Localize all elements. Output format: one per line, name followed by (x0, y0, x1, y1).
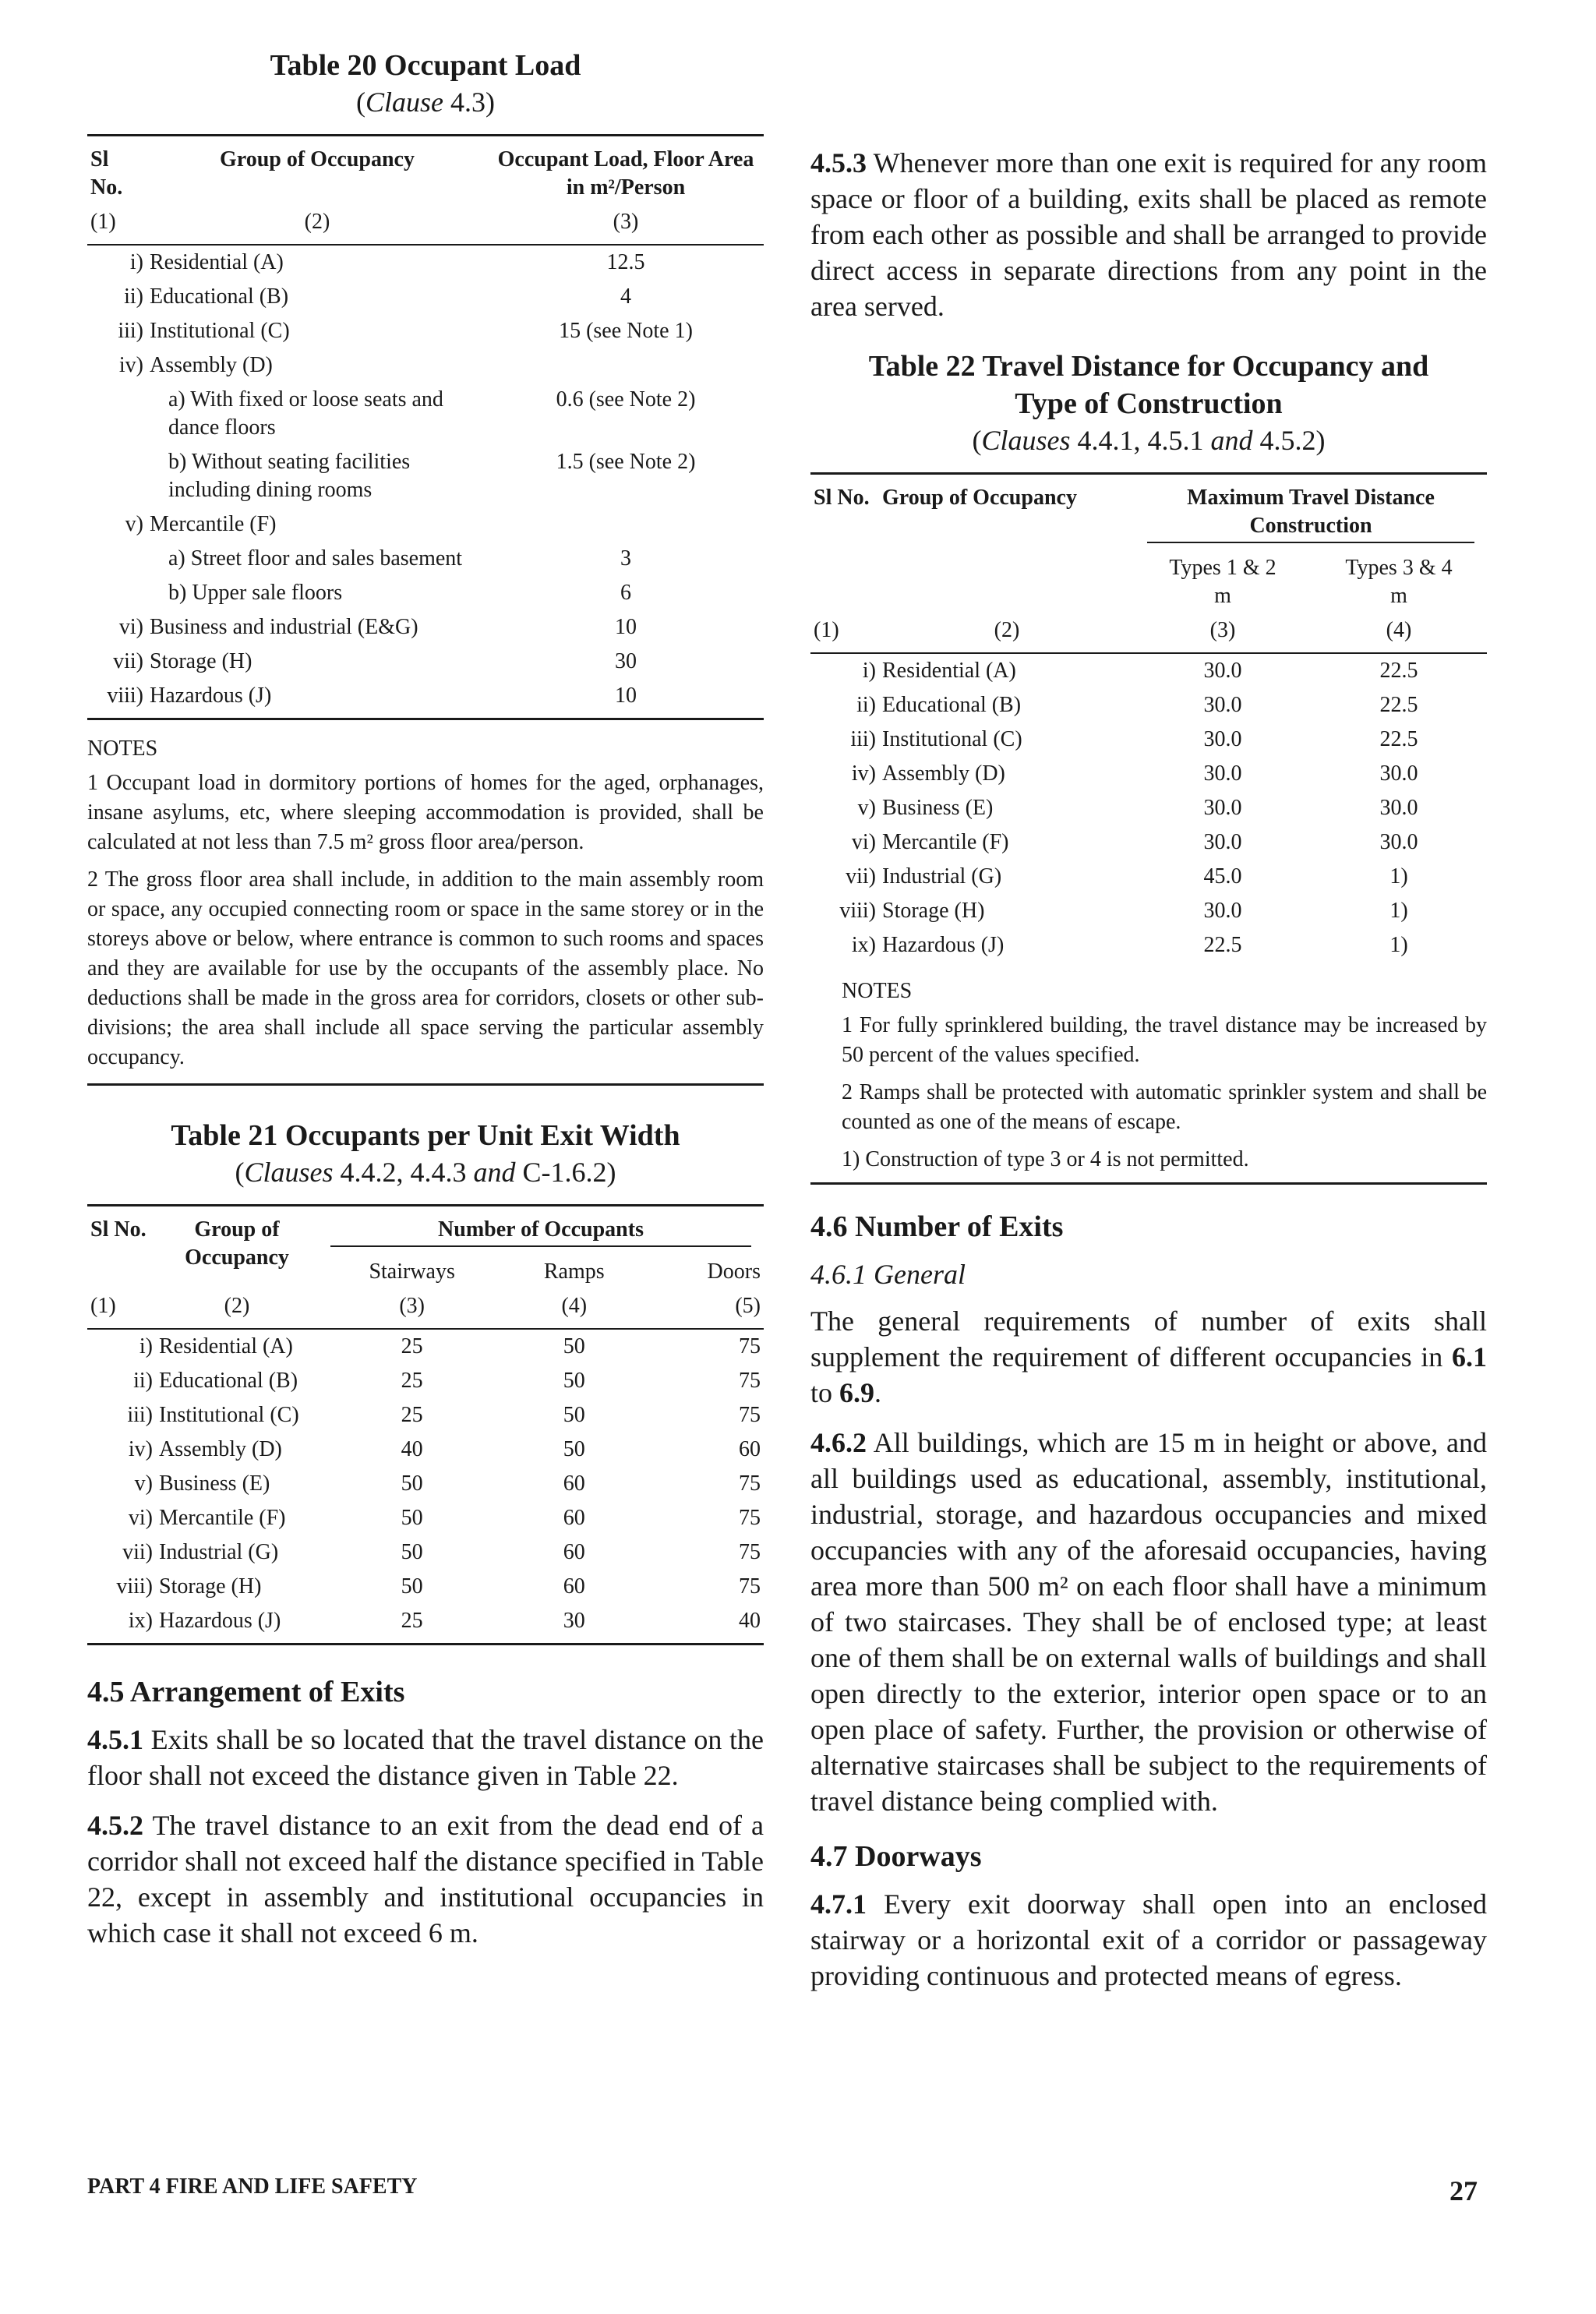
para-471 (810, 1886, 1487, 1994)
table20-body (87, 245, 764, 713)
table22-cell-group: Business (E) (882, 796, 994, 820)
table21-colnum: (5) (735, 1294, 761, 1318)
table21-cell-stairways: 50 (401, 1506, 423, 1530)
table22-header-max-label: Maximum Travel Distance Construction (1187, 486, 1435, 538)
table21-body (87, 1329, 764, 1638)
table-row (87, 645, 764, 679)
table20-cell-group: b) Without seating facilities including dining rooms (168, 450, 411, 502)
table22-cell-group: Storage (H) (882, 899, 985, 923)
table22-cell-t34: 30.0 (1379, 761, 1418, 786)
table20-cell-group: Mercantile (F) (150, 512, 277, 536)
table21-colnum-row (87, 1289, 764, 1329)
table-row (810, 688, 1487, 722)
table22-notes-title: NOTES (842, 979, 913, 1003)
table22 (810, 472, 1487, 963)
table21-cell-sl: viii) (116, 1574, 153, 1599)
table21-cell-doors: 75 (739, 1506, 761, 1530)
left-column (87, 47, 764, 1965)
para-461-text: The general requirements of number of exits shall supplement the requirement of different occupancies in (810, 1305, 1487, 1373)
table-row (87, 1535, 764, 1570)
table21-subheader-stairways: Stairways (369, 1259, 455, 1284)
table22-cell-group: Residential (A) (882, 659, 1016, 683)
table22-cell-sl: i) (862, 659, 876, 683)
table20-cell-sl: v) (125, 512, 143, 536)
table-row (810, 928, 1487, 963)
table21-cell-sl: ii) (133, 1369, 153, 1393)
table22-cell-group: Assembly (D) (882, 761, 1005, 786)
para-461 (810, 1303, 1487, 1411)
table22-cell-group: Institutional (C) (882, 727, 1022, 751)
table20-cell-group: Hazardous (J) (150, 684, 272, 708)
table21-cell-doors: 75 (739, 1471, 761, 1496)
table21-colnum: (2) (224, 1294, 250, 1318)
table21-cell-doors: 75 (739, 1540, 761, 1564)
table22-clause-and: and (1210, 425, 1253, 456)
table21-cell-group: Residential (A) (159, 1334, 293, 1358)
table22-cell-sl: viii) (839, 899, 876, 923)
table20-header-row (87, 136, 764, 206)
table22-cell-t34: 30.0 (1379, 796, 1418, 820)
table21-cell-stairways: 25 (401, 1369, 423, 1393)
table22-cell-sl: vii) (846, 864, 876, 889)
table21-cell-sl: v) (134, 1471, 153, 1496)
table21-bottom-rule (87, 1638, 764, 1645)
table20-cell-value: 30 (615, 649, 637, 673)
table20-cell-value: 10 (615, 684, 637, 708)
table22-note-3: 1) Construction of type 3 or 4 is not permitted. (842, 1147, 1249, 1171)
table21-cell-sl: i) (139, 1334, 153, 1358)
table-row (87, 245, 764, 280)
table21-cell-ramps: 60 (563, 1540, 585, 1564)
table21-cell-group: Business (E) (159, 1471, 270, 1496)
table20-note-2: 2 The gross floor area shall include, in addition to the main assembly room or space, any occupied connecting room or space in the same storey or in the storeys above or below, where entrance is common to such rooms and spaces and they are available for use by the occupants of the assembly place. No deductions shall be made in the gross area for corridors, closets or other sub-divisions; the area shall include all space serving the particular assembly occupancy. (87, 867, 764, 1069)
table-row (810, 825, 1487, 860)
table-row (87, 1329, 764, 1364)
table22-notes-rule (810, 1182, 1487, 1185)
table20-cell-value: 6 (620, 581, 631, 605)
para-453-text: Whenever more than one exit is required for any room space or floor of a building, exits shall be placed as remote from each other as possible and shall be arranged to provide direct access in separate directions from any point in the area served. (810, 147, 1487, 322)
table21-subheader-ramps: Ramps (543, 1259, 605, 1284)
table21-cell-ramps: 50 (563, 1437, 585, 1461)
table21-cell-stairways: 25 (401, 1334, 423, 1358)
table-row (810, 791, 1487, 825)
table22-clause-word: Clauses (981, 425, 1071, 456)
table20-cell-sl: ii) (124, 284, 143, 309)
table20-cell-sl: iii) (118, 319, 143, 343)
table20-cell-group: b) Upper sale floors (168, 581, 343, 605)
table22-cell-t12: 30.0 (1203, 693, 1242, 717)
table21-cell-sl: ix) (128, 1609, 153, 1633)
table20-cell-value: 10 (615, 615, 637, 639)
table-row (87, 576, 764, 610)
table20-cell-group: Institutional (C) (150, 319, 290, 343)
table20-cell-sl (87, 445, 147, 507)
table21-clause-ref: 4.4.2, 4.4.3 (340, 1157, 467, 1188)
table-row (810, 860, 1487, 894)
table-row (810, 757, 1487, 791)
table22-cell-group: Hazardous (J) (882, 933, 1005, 957)
table21-colnum: (3) (399, 1294, 425, 1318)
table-row (87, 314, 764, 348)
para-462 (810, 1425, 1487, 1819)
table22-colnum: (1) (814, 618, 839, 642)
section-46-title: 4.6 Number of Exits (810, 1210, 1064, 1243)
table22-cell-t12: 22.5 (1203, 933, 1242, 957)
table22-subheader-types12 (1135, 551, 1311, 613)
table22-cell-group: Mercantile (F) (882, 830, 1009, 854)
table20-cell-sl: viii) (107, 684, 143, 708)
table21 (87, 1204, 764, 1645)
table21-header-sl: Sl No. (90, 1217, 147, 1242)
table22-cell-sl: iii) (850, 727, 876, 751)
table22-subheader-types34 (1311, 551, 1487, 613)
table21-cell-doors: 60 (739, 1437, 761, 1461)
table20-cell-group: Residential (A) (150, 250, 284, 274)
table22-cell-t34: 22.5 (1379, 659, 1418, 683)
table22-cell-t12: 30.0 (1203, 659, 1242, 683)
table22-cell-t12: 30.0 (1203, 899, 1242, 923)
table22-subheader-types12-label: Types 1 & 2 (1169, 556, 1276, 580)
table21-clause-ref2: C-1.6.2 (522, 1157, 607, 1188)
table21-cell-doors: 40 (739, 1609, 761, 1633)
table22-clause-ref: 4.4.1, 4.5.1 (1077, 425, 1204, 456)
table21-cell-ramps: 60 (563, 1506, 585, 1530)
table-row (87, 507, 764, 542)
table-row (87, 445, 764, 507)
table20-cell-value: 1.5 (see Note 2) (556, 450, 696, 474)
table21-cell-ramps: 50 (563, 1369, 585, 1393)
para-453 (810, 145, 1487, 324)
table21-cell-stairways: 25 (401, 1403, 423, 1427)
table20-cell-sl: iv) (118, 353, 143, 377)
section-45-title: 4.5 Arrangement of Exits (87, 1676, 405, 1708)
table20-cell-value: 3 (620, 546, 631, 571)
table-row (87, 542, 764, 576)
table21-cell-group: Educational (B) (159, 1369, 298, 1393)
table21-colnum: (4) (561, 1294, 588, 1318)
table20 (87, 134, 764, 720)
table21-cell-ramps: 50 (563, 1334, 585, 1358)
para-452 (87, 1807, 764, 1951)
table21-cell-stairways: 50 (401, 1471, 423, 1496)
table21-cell-ramps: 50 (563, 1403, 585, 1427)
table20-cell-value: 0.6 (see Note 2) (556, 387, 696, 412)
table21-clause-word: Clauses (244, 1157, 334, 1188)
table22-header-max (1135, 474, 1487, 552)
table22-cell-t12: 45.0 (1203, 864, 1242, 889)
section-47-title: 4.7 Doorways (810, 1840, 982, 1873)
table22-cell-sl: ii) (856, 693, 876, 717)
table22-cell-t12: 30.0 (1203, 830, 1242, 854)
table21-header-row (87, 1206, 764, 1256)
table22-cell-sl: iv) (851, 761, 876, 786)
table21-cell-stairways: 40 (401, 1437, 423, 1461)
table20-notes (87, 734, 764, 1072)
table22-caption-line2: Type of Construction (1015, 387, 1283, 420)
footer-part-label: PART 4 FIRE AND LIFE SAFETY (87, 2174, 418, 2199)
table22-cell-t34: 30.0 (1379, 830, 1418, 854)
table20-clause: (Clause 4.3) (355, 87, 495, 118)
table21-cell-group: Mercantile (F) (159, 1506, 286, 1530)
table22-clause: (Clauses 4.4.1, 4.5.1 and 4.5.2) (972, 425, 1326, 456)
table22-caption-line1: Table 22 Travel Distance for Occupancy and (868, 350, 1429, 383)
table22-notes (810, 977, 1487, 1175)
table21-header-brace (330, 1245, 751, 1252)
table-row (87, 1501, 764, 1535)
table21-cell-stairways: 50 (401, 1540, 423, 1564)
table20-notes-title: NOTES (87, 737, 158, 761)
table22-cell-group: Educational (B) (882, 693, 1022, 717)
table20-cell-group: Storage (H) (150, 649, 252, 673)
table22-cell-t34: 1) (1389, 933, 1408, 957)
table22-cell-t34: 1) (1389, 864, 1408, 889)
table20-notes-rule (87, 1083, 764, 1086)
table22-subheader-types34-label: Types 3 & 4 (1345, 556, 1453, 580)
para-452-text: The travel distance to an exit from the dead end of a corridor shall not exceed half the distance specified in Table 22, except in assembly and institutional occupancies in which case it shall not exceed 6 m. (87, 1810, 764, 1948)
table-row (87, 679, 764, 713)
table22-cell-t12: 30.0 (1203, 796, 1242, 820)
table20-cell-group: Educational (B) (150, 284, 289, 309)
table22-colnum: (2) (994, 618, 1020, 642)
para-453-num: 4.5.3 (810, 147, 867, 178)
table-row (87, 1467, 764, 1501)
table20-cell-sl (87, 576, 147, 610)
table21-cell-group: Institutional (C) (159, 1403, 299, 1427)
table22-header-sl: Sl No. (814, 486, 870, 510)
table21-header-group: Group of Occupancy (185, 1217, 289, 1270)
table22-header-group: Group of Occupancy (882, 486, 1077, 510)
table20-header-group: Group of Occupancy (220, 147, 415, 171)
table21-cell-sl: iv) (128, 1437, 153, 1461)
table21-cell-doors: 75 (739, 1574, 761, 1599)
table20-cell-value (488, 507, 764, 542)
table21-cell-sl: vi) (128, 1506, 153, 1530)
table22-cell-t12: 30.0 (1203, 727, 1242, 751)
table21-header-number (318, 1206, 764, 1256)
table21-cell-ramps: 30 (563, 1609, 585, 1633)
table-row (87, 1364, 764, 1398)
table20-clause-word: Clause (365, 87, 443, 118)
para-462-num: 4.6.2 (810, 1427, 867, 1458)
table21-cell-group: Hazardous (J) (159, 1609, 281, 1633)
table22-clause-ref2: 4.5.2 (1259, 425, 1316, 456)
table20-colnum: (1) (90, 210, 116, 234)
table20-cell-value: 15 (see Note 1) (559, 319, 693, 343)
table21-cell-doors: 75 (739, 1334, 761, 1358)
table22-header-brace (1147, 542, 1474, 548)
table21-cell-group: Storage (H) (159, 1574, 262, 1599)
table22-unit: m (1214, 584, 1231, 608)
table21-clause-and: and (473, 1157, 516, 1188)
table21-cell-sl: iii) (127, 1403, 153, 1427)
table22-cell-sl: ix) (851, 933, 876, 957)
table-row (87, 383, 764, 445)
table20-cell-sl: i) (129, 250, 143, 274)
table20-cell-value: 12.5 (606, 250, 645, 274)
table22-colnum: (3) (1209, 618, 1236, 642)
table21-colnum: (1) (90, 1294, 116, 1318)
para-461-end: . (874, 1377, 882, 1408)
table20-cell-sl (87, 542, 147, 576)
table-row (87, 1433, 764, 1467)
table20-colnum: (3) (613, 210, 639, 234)
table22-body (810, 653, 1487, 963)
table20-cell-group: a) With fixed or loose seats and dance floors (168, 387, 443, 440)
table-row (87, 610, 764, 645)
table21-cell-stairways: 25 (401, 1609, 423, 1633)
para-461-ref2: 6.9 (839, 1377, 875, 1408)
table21-cell-doors: 75 (739, 1403, 761, 1427)
table21-clause: (Clauses 4.4.2, 4.4.3 and C-1.6.2) (235, 1157, 616, 1188)
table-row (87, 348, 764, 383)
table20-cell-group: Business and industrial (E&G) (150, 615, 418, 639)
para-471-num: 4.7.1 (810, 1888, 867, 1920)
table20-header-sl: Sl No. (90, 147, 123, 200)
table22-note-1: 1 For fully sprinklered building, the travel distance may be increased by 50 percent of the values specified. (842, 1013, 1487, 1067)
table-row (87, 1604, 764, 1638)
footer-page-number: 27 (1449, 2175, 1478, 2206)
table22-colnum-row (810, 613, 1487, 653)
table20-bottom-rule (87, 713, 764, 719)
table-row (810, 653, 1487, 688)
para-451-text: Exits shall be so located that the travel distance on the floor shall not exceed the distance given in Table 22. (87, 1724, 764, 1791)
table22-unit: m (1390, 584, 1407, 608)
table21-cell-ramps: 60 (563, 1574, 585, 1599)
table22-colnum: (4) (1386, 618, 1412, 642)
table-row (87, 1398, 764, 1433)
para-461-ref1: 6.1 (1452, 1341, 1488, 1373)
table22-cell-sl: vi) (851, 830, 876, 854)
table20-colnum: (2) (304, 210, 330, 234)
table20-cell-value (488, 348, 764, 383)
table-row (810, 722, 1487, 757)
table-row (810, 894, 1487, 928)
table21-cell-group: Assembly (D) (159, 1437, 282, 1461)
table-row (87, 1570, 764, 1604)
table22-cell-t34: 1) (1389, 899, 1408, 923)
table22-cell-sl: v) (857, 796, 876, 820)
right-column (810, 47, 1487, 2008)
para-451-num: 4.5.1 (87, 1724, 143, 1755)
table22-cell-t12: 30.0 (1203, 761, 1242, 786)
table22-note-2: 2 Ramps shall be protected with automatic sprinkler system and shall be counted as one of the means of escape. (842, 1080, 1487, 1134)
para-471-text: Every exit doorway shall open into an enclosed stairway or a horizontal exit of a corridor or passageway providing continuous and protected means of egress. (810, 1888, 1487, 1991)
table20-cell-sl (87, 383, 147, 445)
table21-cell-sl: vii) (122, 1540, 153, 1564)
table22-cell-t34: 22.5 (1379, 727, 1418, 751)
table20-note-1: 1 Occupant load in dormitory portions of homes for the aged, orphanages, insane asylums, etc, where sleeping accommodation is provided, shall be calculated at not less than 7.5 m² gross floor area/person. (87, 771, 764, 854)
section-461-title: 4.6.1 General (810, 1259, 966, 1290)
table21-cell-ramps: 60 (563, 1471, 585, 1496)
table21-cell-stairways: 50 (401, 1574, 423, 1599)
table21-cell-group: Industrial (G) (159, 1540, 279, 1564)
table21-subheader-doors: Doors (707, 1259, 761, 1284)
table22-cell-t34: 22.5 (1379, 693, 1418, 717)
table20-cell-group: a) Street floor and sales basement (168, 546, 463, 571)
para-462-text: All buildings, which are 15 m in height or above, and all buildings used as educational, assembly, institutional, industrial, storage, and hazardous occupancies and mixed occupancies with any of the aforesaid occupancies, having area more than 500 m² on each floor shall have a minimum of two staircases. They shall be of enclosed type; at least one of them shall be on external walls of buildings and shall open directly to the exterior, interior open space or to an open place of safety. Further, the provision or otherwise of alternative staircases shall be subject to the requirements of travel distance being complied with. (810, 1427, 1488, 1817)
table21-caption: Table 21 Occupants per Unit Exit Width (171, 1119, 680, 1152)
table22-cell-group: Industrial (G) (882, 864, 1002, 889)
table22-header-row (810, 474, 1487, 552)
table20-colnum-row (87, 205, 764, 245)
table21-cell-doors: 75 (739, 1369, 761, 1393)
table20-cell-group: Assembly (D) (150, 353, 273, 377)
table-row (87, 280, 764, 314)
table20-caption: Table 20 Occupant Load (270, 49, 581, 82)
para-452-num: 4.5.2 (87, 1810, 143, 1841)
para-451 (87, 1722, 764, 1793)
table20-cell-sl: vii) (113, 649, 143, 673)
table20-cell-sl: vi) (118, 615, 143, 639)
table20-clause-ref: 4.3 (450, 87, 486, 118)
table20-header-load: Occupant Load, Floor Area in m²/Person (497, 147, 754, 200)
para-461-to: to (810, 1377, 833, 1408)
table20-cell-value: 4 (620, 284, 631, 309)
table21-header-number-label: Number of Occupants (438, 1217, 644, 1242)
